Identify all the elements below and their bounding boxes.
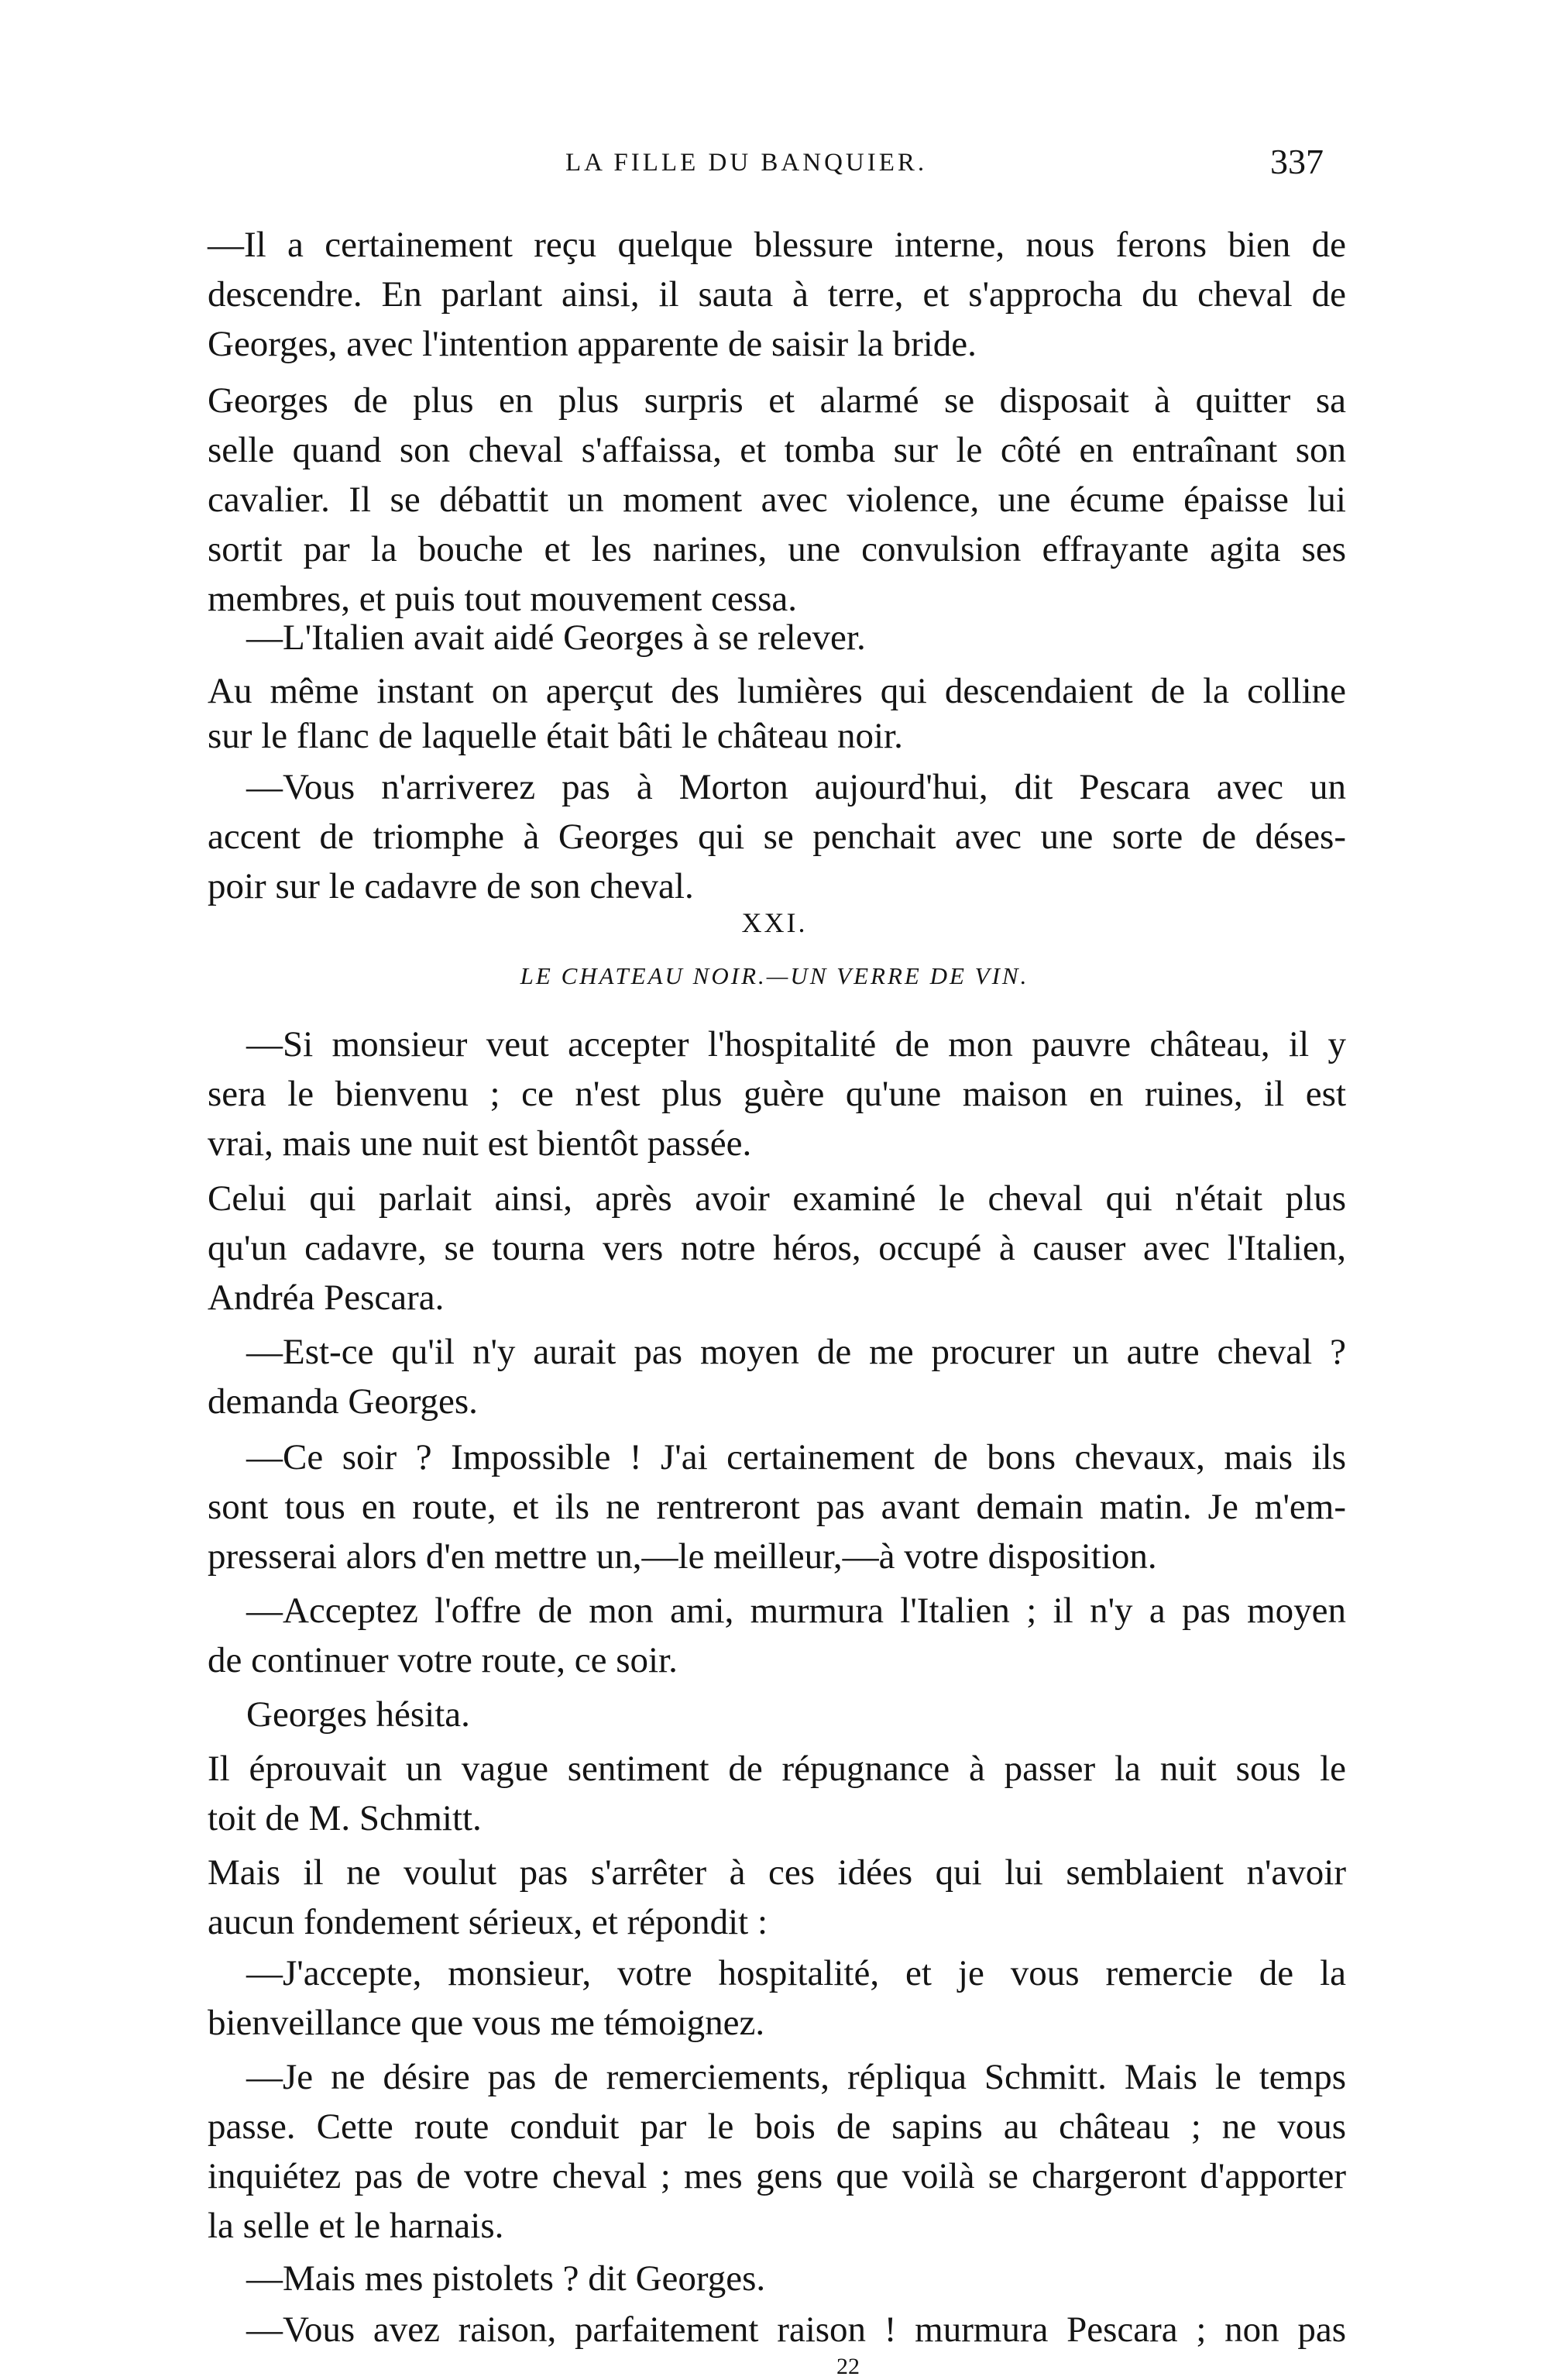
text-line: demanda Georges.	[208, 1381, 478, 1422]
text-line: de continuer votre route, ce soir.	[208, 1640, 678, 1680]
text-line: la selle et le harnais.	[208, 2206, 504, 2246]
text-line: selle quand son cheval s'affaissa, et tomba sur le côté en entraînant son	[208, 430, 1346, 470]
text-line: inquiétez pas de votre cheval ; mes gens que voilà se chargeront d'apporter	[208, 2156, 1346, 2196]
page-number: 337	[1270, 142, 1324, 181]
text-line: qu'un cadavre, se tourna vers notre héros, occupé à causer avec l'Italien,	[208, 1228, 1346, 1268]
text-line: —L'Italien avait aidé Georges à se relever.	[246, 617, 866, 658]
text-line: Au même instant on aperçut des lumières qui descendaient de la colline	[208, 671, 1346, 711]
text-line: Il éprouvait un vague sentiment de répugnance à passer la nuit sous le	[208, 1749, 1346, 1789]
text-line: sera le bienvenu ; ce n'est plus guère qu'une maison en ruines, il est	[208, 1074, 1346, 1114]
text-line: vrai, mais une nuit est bientôt passée.	[208, 1123, 752, 1164]
text-line: —Vous n'arriverez pas à Morton aujourd'hui, dit Pescara avec un	[246, 767, 1346, 807]
text-line: —Ce soir ? Impossible ! J'ai certainement de bons chevaux, mais ils	[246, 1437, 1346, 1477]
chapter-number: XXI.	[741, 907, 808, 938]
chapter-title: LE CHATEAU NOIR.—UN VERRE DE VIN.	[520, 962, 1029, 989]
text-line: sont tous en route, et ils ne rentreront pas avant demain matin. Je m'em-	[208, 1487, 1346, 1527]
text-line: —Si monsieur veut accepter l'hospitalité de mon pauvre château, il y	[246, 1024, 1346, 1064]
text-line: Georges, avec l'intention apparente de saisir la bride.	[208, 324, 977, 364]
text-line: passe. Cette route conduit par le bois de sapins au château ; ne vous	[208, 2107, 1346, 2147]
text-line: Andréa Pescara.	[208, 1278, 445, 1318]
text-line: cavalier. Il se débattit un moment avec violence, une écume épaisse lui	[208, 480, 1346, 520]
text-line: —Il a certainement reçu quelque blessure interne, nous ferons bien de	[208, 225, 1346, 265]
text-line: Georges hésita.	[246, 1694, 470, 1735]
text-line: membres, et puis tout mouvement cessa.	[208, 579, 797, 619]
text-line: presserai alors d'en mettre un,—le meilleur,—à votre disposition.	[208, 1536, 1157, 1577]
text-line: sortit par la bouche et les narines, une convulsion effrayante agita ses	[208, 529, 1346, 569]
text-line: Celui qui parlait ainsi, après avoir examiné le cheval qui n'était plus	[208, 1178, 1346, 1219]
text-line: poir sur le cadavre de son cheval.	[208, 866, 694, 906]
text-line: descendre. En parlant ainsi, il sauta à terre, et s'approcha du cheval de	[208, 274, 1346, 315]
printer-signature: 22	[836, 2354, 860, 2379]
text-line: bienveillance que vous me témoignez.	[208, 2003, 765, 2043]
text-line: —Acceptez l'offre de mon ami, murmura l'Italien ; il n'y a pas moyen	[246, 1591, 1346, 1631]
running-title: LA FILLE DU BANQUIER.	[565, 149, 928, 177]
text-line: sur le flanc de laquelle était bâti le château noir.	[208, 716, 903, 756]
text-line: accent de triomphe à Georges qui se penchait avec une sorte de déses-	[208, 817, 1346, 857]
text-line: —Je ne désire pas de remerciements, répliqua Schmitt. Mais le temps	[246, 2057, 1346, 2097]
text-line: —Mais mes pistolets ? dit Georges.	[246, 2258, 766, 2299]
text-line: toit de M. Schmitt.	[208, 1798, 482, 1838]
text-line: —Est-ce qu'il n'y aurait pas moyen de me procurer un autre cheval ?	[246, 1332, 1346, 1372]
text-line: aucun fondement sérieux, et répondit :	[208, 1902, 768, 1942]
text-line: Georges de plus en plus surpris et alarmé se disposait à quitter sa	[208, 380, 1346, 421]
text-line: Mais il ne voulut pas s'arrêter à ces idées qui lui semblaient n'avoir	[208, 1852, 1346, 1893]
text-line: —Vous avez raison, parfaitement raison ! murmura Pescara ; non pas	[246, 2309, 1346, 2350]
text-line: —J'accepte, monsieur, votre hospitalité, et je vous remercie de la	[246, 1953, 1346, 1993]
